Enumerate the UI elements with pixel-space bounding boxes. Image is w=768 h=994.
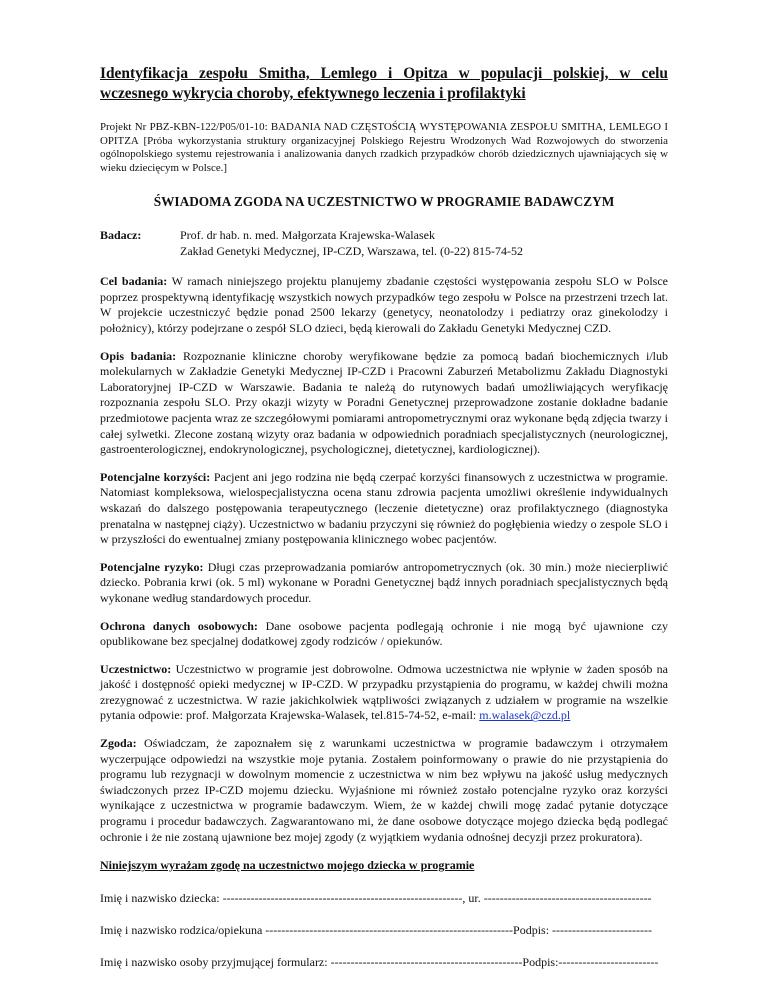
section-text: Rozpoznanie kliniczne choroby weryfikowane będzie za pomocą badań biochemicznych i/lub molekularnych w Zakładzie Genetyki Medycznej IP-CZD i Pracowni Zaburzeń Metabolizmu Zakładu Diagnostyki Laboratoryjnej IP-CZD w Warszawie. Badania te należą do rutynowych badań umożliwiających weryfikację rozpoznania zespołu SLO. Przy okazji wizyty w Poradni Genetycznej przeprowadzone zostanie dokładne badanie przedmiotowe pacjenta wraz ze szczegółowymi pomiarami antropometrycznymi oraz wykonane będą zdjęcia twarzy i całej sylwetki. Zlecone zostaną wizyty oraz badania w odpowiednich poradniach specjalistycznych (neurologicznej, gastroenterologicznej, endokrynologicznej, psychologicznej, dietetycznej, kardiologicznej). [100, 348, 668, 457]
section-label: Ochrona danych osobowych: [100, 618, 258, 633]
consent-document [100, 64, 668, 970]
section-label: Potencjalne ryzyko: [100, 559, 204, 574]
child-name-field[interactable]: Imię i nazwisko dziecka: ------------------------------------------------------------, ur. ------------------------------------------ [100, 891, 652, 906]
section-opis [100, 349, 668, 458]
section-ryzyko [100, 560, 668, 607]
section-label: Cel badania: [100, 274, 168, 289]
section-ochrona [100, 619, 668, 650]
document-title: Identyfikacja zespołu Smitha, Lemlego i Opitza w populacji polskiej, w celu wczesnego wykrycia choroby, efektywnego leczenia i profilaktyki [100, 65, 668, 102]
section-label: Potencjalne korzyści: [100, 469, 211, 484]
section-text: Długi czas przeprowadzania pomiarów antropometrycznych (ok. 30 min.) może niecierpliwić dziecko. Pobrania krwi (ok. 5 ml) wykonane w Poradni Genetycznej bądź innych poradniach specjalistycznych będą wykonane według standardowych procedur. [100, 559, 669, 605]
consent-heading: ŚWIADOMA ZGODA NA UCZESTNICTWO W PROGRAMIE BADAWCZYM [153, 193, 615, 209]
researcher-details [180, 228, 523, 259]
section-text: W ramach niniejszego projektu planujemy zbadanie częstości występowania zespołu SLO w Polsce poprzez prospektywną identyfikację wszystkich nowych przypadków tego zespołu w Polsce na przestrzeni trzech lat. W projekcie uczestniczyć będzie ponad 2500 lekarzy (genetycy, neonatolodzy i pediatrzy oraz ginekolodzy i położnicy), którzy podejrzane o zespół SLO dzieci, będą kierowali do Zakładu Genetyki Medycznej CZD. [100, 274, 668, 335]
researcher-name: Prof. dr hab. n. med. Małgorzata Krajewska-Walasek [180, 227, 435, 242]
email-link[interactable]: m.walasek@czd.pl [479, 708, 571, 723]
section-label: Uczestnictwo: [100, 661, 172, 676]
section-text: Uczestnictwo w programie jest dobrowolne. Odmowa uczestnictwa nie wpłynie w żaden sposób na jakość i dostępność opieki medycznej w IP-CZD. W przypadku przystąpienia do programu, w każdej chwili można zrezygnować z uczestnictwa. W razie jakichkolwiek wątpliwości związanych z udziałem w programie na wszelkie pytania odpowie: prof. Małgorzata Krajewska-Walasek, tel.815-74-52, e-mail: [100, 661, 668, 723]
project-description: Projekt Nr PBZ-KBN-122/P05/01-10: BADANIA NAD CZĘSTOŚCIĄ WYSTĘPOWANIA ZESPOŁU SMITHA, LEMLEGO I OPITZA [Próba wykorzystania struktury organizacyjnej Polskiego Rejestru Wrodzonych Wad Rozwojowych do stworzenia ogólnopolskiego systemu rejestrowania i analizowania danych rzadkich przypadków chorób dziedzicznych ujawniających się w wieku dziecięcym w Polsce.] [100, 121, 668, 175]
researcher-block [100, 228, 668, 259]
agreement-heading: Niniejszym wyrażam zgodę na uczestnictwo mojego dziecka w programie [100, 858, 475, 873]
researcher-label: Badacz: [100, 227, 142, 242]
section-cel [100, 274, 668, 336]
section-text: Oświadczam, że zapoznałem się z warunkami uczestnictwa w programie badawczym i otrzymałem wyczerpujące odpowiedzi na wszystkie moje pytania. Zostałem poinformowany o prawie do nie przystąpienia do programu lub rezygnacji w dowolnym momencie z uczestnictwa w nim bez wpływu na jakość usług medycznych świadczonych przez IP-CZD mojemu dziecku. Wyjaśnione mi również zostało potencjalne ryzyko oraz korzyści wynikające z uczestnictwa w programie badawczym. Wiem, że w każdej chwili mogę zadać pytanie dotyczące programu i procedur badawczych. Zagwarantowano mi, że dane osobowe dotyczące mojego dziecka będą podlegać ochronie i że nie zostaną ujawnione bez mojej zgody (z wyjątkiem wydania odnośnej decyzji przez prokuratora). [100, 736, 668, 844]
section-text: Pacjent ani jego rodzina nie będą czerpać korzyści finansowych z uczestnictwa w programie. Natomiast kompleksowa, wielospecjalistyczna ocena stanu zdrowia pacjenta umożliwi określenie indywidualnych wskazań do dalszego postępowania terapeutycznego (leczenie dietetyczne) oraz profilaktycznego (diagnostyka prenatalna w następnej ciąży). Uczestnictwo w badaniu przyczyni się również do pogłębienia wiedzy o zespole SLO i w przyszłości do ewentualnej zmiany postępowania klinicznego wobec pacjentów. [100, 469, 668, 547]
section-zgoda [100, 736, 668, 845]
section-korzysci [100, 470, 668, 548]
receiver-name-field[interactable]: Imię i nazwisko osoby przyjmującej formularz: ------------------------------------------------Podpis:------------------------- [100, 955, 659, 970]
researcher-affiliation: Zakład Genetyki Medycznej, IP-CZD, Warszawa, tel. (0-22) 815-74-52 [180, 243, 524, 258]
section-label: Opis badania: [100, 348, 177, 363]
parent-name-field[interactable]: Imię i nazwisko rodzica/opiekuna --------------------------------------------------------------Podpis: ------------------------- [100, 923, 652, 938]
section-uczestnictwo [100, 662, 668, 724]
section-text: Dane osobowe pacjenta podlegają ochronie i nie mogą być ujawnione czy opublikowane bez specjalnej dodatkowej zgody rodziców / opiekunów. [100, 618, 668, 649]
section-label: Zgoda: [100, 736, 137, 751]
